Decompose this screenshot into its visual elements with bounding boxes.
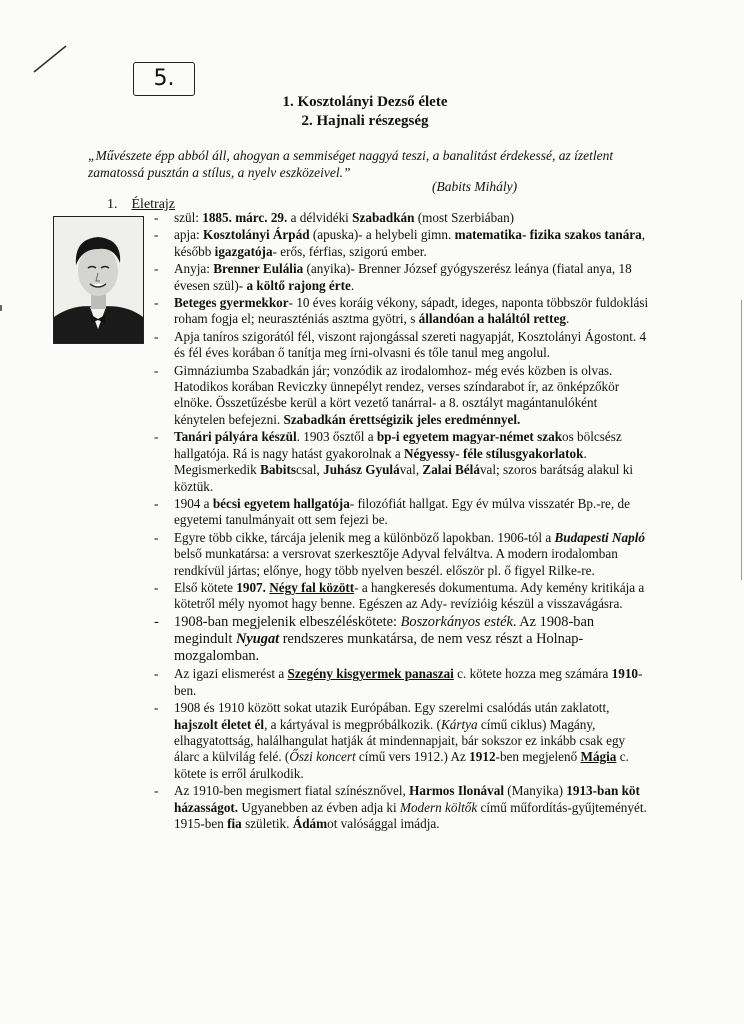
biography-text: ot valósággal imádja. xyxy=(327,816,440,832)
biography-text: - erős, férfias, szigorú ember. xyxy=(272,243,427,259)
biography-text: , a kártyával is megpróbálkozik. ( xyxy=(264,716,441,732)
biography-text: című vers 1912.) Az xyxy=(355,749,470,765)
biography-text: os bölcsész hallgatója. Rá is nagy hatást gyakorolnak a xyxy=(174,429,622,461)
biography-text: - filozófiát hallgat. Egy év múlva visszatér Bp.-re, de egyetemi tanulmányait ott sem fejezi be. xyxy=(174,495,630,528)
biography-text: . Megismerkedik xyxy=(174,445,587,478)
biography-text: (apuska)- a helybeli gimn. xyxy=(309,227,455,243)
biography-text: Egyre több cikke, tárcája jelenik meg a különböző lapokban. 1906-tól a xyxy=(174,529,555,545)
biography-text: val; szoros barátság alakul ki köztük. xyxy=(174,462,634,494)
biography-text: 1912 xyxy=(469,749,496,765)
biography-text: (most Szerbiában) xyxy=(414,210,515,225)
biography-text: 1907. xyxy=(236,579,270,595)
biography-text: című ciklus) Magány, elhagyatottság, halálhangulat hatják át mindennapjait, bár sokszor ez inkább csak egy álarc a külvilág felé. ( xyxy=(174,716,626,765)
biography-text: Gimnáziumba Szabadkán jár; vonzódik az irodalomhoz- még evés közben is olvas. Hatodikos korában Reviczky ünnepélyt rendez, verses színdarabot ír, az önképzőkör elnöke. Összetűzésbe kerül a kört vezető tanárral- a 8. osztályt magántanulóként kénytelen befejezni. xyxy=(174,362,620,427)
page-number: 5. xyxy=(153,66,175,91)
motto-quote: „Művészete épp abból áll, ahogyan a semmiséget naggyá teszi, a banalitást érdekessé, az ízetlent zamatossá pusztán a stílus, a nyelv eszközeivel.” xyxy=(88,148,614,180)
biography-text: (Manyika) xyxy=(504,783,567,799)
biography-text: Négyessy- féle stílusgyakorlatok xyxy=(403,445,584,461)
biography-text: Az igazi elismerést a xyxy=(174,666,288,682)
biography-item xyxy=(150,700,650,782)
biography-text: c. kötete hozza meg számára xyxy=(453,666,612,682)
title-line-1: 1. Kosztolányi Dezső élete xyxy=(282,94,448,110)
scan-edge-line xyxy=(741,300,742,580)
biography-text: Nyugat xyxy=(235,630,280,647)
biography-text: 1908 és 1910 között sokat utazik Európában. Egy szerelmi csalódás után zaklatott, xyxy=(174,700,610,716)
biography-text: . xyxy=(350,277,355,293)
biography-text: Kártya xyxy=(440,716,478,732)
biography-text: Kosztolányi Árpád xyxy=(202,227,310,243)
biography-text: Szabadkán xyxy=(352,210,415,225)
biography-item xyxy=(150,496,650,529)
biography-text: Harmos Ilonával xyxy=(409,783,504,799)
page-number-box xyxy=(133,62,195,96)
biography-text: születik. xyxy=(241,816,293,832)
biography-text: Zalai Bélá xyxy=(422,462,480,478)
biography-text: - 10 éves koráig vékony, sápadt, ideges, naponta többször fuldoklási roham fogja el; neuraszténiás asztma gyötri, s xyxy=(174,295,649,327)
biography-item xyxy=(150,227,650,260)
biography-text: 1910 xyxy=(611,666,639,682)
biography-text: Budapesti Napló xyxy=(554,529,645,545)
biography-text: Modern költők xyxy=(399,799,478,815)
page-title xyxy=(200,93,530,131)
biography-text: Anyja: xyxy=(174,261,214,277)
biography-item xyxy=(150,783,650,832)
biography-text: Brenner Eulália xyxy=(213,261,304,277)
biography-text: matematika- fizika szakos tanára xyxy=(454,227,642,243)
biography-text: . xyxy=(566,311,570,327)
biography-text: c. kötete is erről árulkodik. xyxy=(174,749,629,781)
biography-item xyxy=(150,429,650,495)
biography-text: -ben. xyxy=(174,666,643,698)
biography-text: . 1903 ősztől a xyxy=(296,429,377,445)
biography-text: Őszi koncert xyxy=(289,749,356,765)
biography-item xyxy=(150,530,650,579)
biography-item xyxy=(150,614,650,666)
biography-text: Első kötete xyxy=(174,579,237,595)
biography-text: Beteges gyermekkor xyxy=(174,295,289,311)
biography-text: bécsi egyetem hallgatója xyxy=(212,495,350,511)
biography-text: szül: xyxy=(174,210,203,225)
biography-text: fia xyxy=(227,816,242,832)
biography-text: Babits xyxy=(260,462,296,478)
biography-text: állandóan a haláltól retteg xyxy=(418,311,567,327)
biography-text: Juhász Gyulá xyxy=(323,462,400,478)
biography-text: hajszolt életet él xyxy=(174,716,265,732)
biography-text: a költő rajong érte xyxy=(246,277,351,293)
biography-text: bp-i egyetem magyar-német szak xyxy=(376,429,563,445)
biography-text: Mágia xyxy=(580,749,617,765)
biography-text: című műfordítás-gyűjteményét. 1915-ben xyxy=(174,799,647,832)
biography-item xyxy=(150,295,650,328)
biography-text: igazgatója xyxy=(214,243,273,259)
section-label: Életrajz xyxy=(131,197,176,212)
biography-item xyxy=(150,363,650,429)
biography-list xyxy=(150,210,650,833)
biography-text: 1904 a xyxy=(174,495,213,511)
title-line-2: 2. Hajnali részegség xyxy=(301,113,429,129)
portrait-photo xyxy=(53,216,144,344)
biography-text: a délvidéki xyxy=(287,210,353,225)
scan-edge-mark xyxy=(0,305,2,311)
biography-text: rendszeres munkatársa, de nem vesz részt a Holnap- mozgalomban. xyxy=(174,630,584,665)
biography-text: 1885. márc. 29. xyxy=(202,210,288,225)
biography-text: Tanári pályára készül xyxy=(174,429,297,445)
biography-text: Apja taníros szigorától fél, viszont rajongással szereti nagyapját, Kosztolányi Ágostont. 4 és fél éves korában ő tanítja meg írni-olvasni és tőle tanul meg angolul. xyxy=(174,328,647,361)
biography-text: 1908-ban megjelenik elbeszéléskötete: xyxy=(174,613,401,630)
biography-text: val, xyxy=(399,462,423,478)
biography-text: Ádám xyxy=(292,816,328,832)
biography-text: Ugyanebben az évben adja ki xyxy=(238,799,400,815)
biography-text: (anyika)- Brenner József gyógyszerész leánya (fiatal anya, 18 évesen szül)- xyxy=(174,261,632,293)
biography-text: Az 1910-ben megismert fiatal színésznővel, xyxy=(174,783,410,799)
biography-text: 1913-ban köt házasságot. xyxy=(174,783,640,815)
biography-text: . Az 1908-ban megindult xyxy=(174,613,595,647)
biography-text: belső munkatársa: a versrovat szerkesztője Adyval felváltva. A modern irodalomban rendkívül jártas; előnye, hogy több nyelven beszél. először pl. ő figyel Rilke-re. xyxy=(174,546,618,578)
biography-text: Négy fal között xyxy=(269,579,355,595)
biography-text: Szegény kisgyermek panaszai xyxy=(287,666,454,682)
biography-text: - a hangkeresés dokumentuma. Ady kemény kritikája a kötetről mély nyomot hagy benne. Egészen az Ady- revízióig készül a visszavágásra. xyxy=(174,579,645,612)
biography-text: csal, xyxy=(296,462,324,478)
section-number: 1. xyxy=(107,197,118,212)
biography-item xyxy=(150,666,650,699)
biography-text: , később xyxy=(174,227,646,259)
biography-text: apja: xyxy=(174,227,203,243)
biography-item xyxy=(150,210,650,226)
biography-text: Szabadkán érettségizik jeles eredménnyel. xyxy=(283,411,521,427)
motto-author: (Babits Mihály) xyxy=(432,179,518,194)
portrait-illustration-icon xyxy=(54,217,143,343)
biography-text: Boszorkányos esték xyxy=(400,613,513,630)
biography-item xyxy=(150,329,650,362)
biography-item xyxy=(150,580,650,613)
check-mark-icon xyxy=(30,44,70,74)
biography-item xyxy=(150,261,650,294)
biography-text: -ben megjelenő xyxy=(495,749,581,765)
